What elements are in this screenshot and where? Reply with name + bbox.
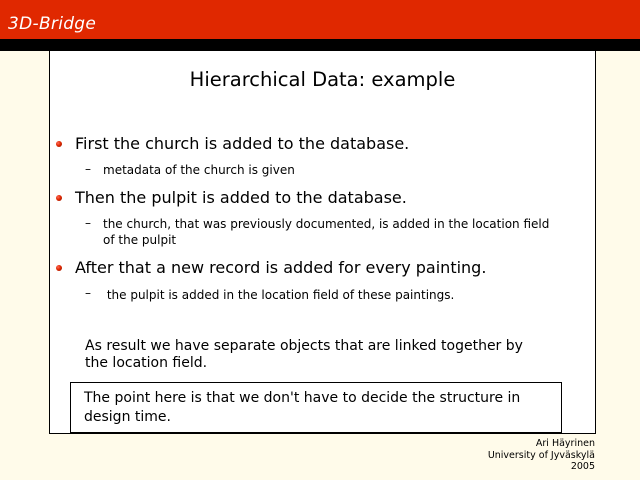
result-text-1: As result we have separate objects that are linked together by bbox=[85, 338, 523, 354]
header-stripe bbox=[0, 39, 640, 51]
sub-text-2b: of the pulpit bbox=[103, 233, 177, 247]
result-text-2: the location field. bbox=[85, 355, 208, 371]
dash-icon: – bbox=[85, 286, 91, 300]
bullet-icon bbox=[56, 265, 62, 271]
point-box bbox=[70, 382, 562, 433]
bullet-icon bbox=[56, 141, 62, 147]
bullet-text-2: Then the pulpit is added to the database. bbox=[75, 188, 407, 207]
sub-text-3: the pulpit is added in the location field of these paintings. bbox=[103, 288, 455, 302]
footer-author: Ari Häyrinen bbox=[535, 438, 595, 449]
point-text-2: design time. bbox=[84, 409, 171, 425]
bullet-text-3: After that a new record is added for every painting. bbox=[75, 258, 487, 277]
footer-year: 2005 bbox=[570, 461, 595, 472]
sub-text-1: metadata of the church is given bbox=[103, 163, 295, 177]
dash-icon: – bbox=[85, 216, 91, 230]
app-title: 3D-Bridge bbox=[8, 14, 97, 34]
footer-credits bbox=[488, 438, 595, 473]
bullet-icon bbox=[56, 195, 62, 201]
point-text-1: The point here is that we don't have to decide the structure in bbox=[84, 390, 521, 406]
slide-title: Hierarchical Data: example bbox=[189, 68, 456, 91]
footer-university: University of Jyväskylä bbox=[487, 449, 595, 461]
sub-text-2a: the church, that was previously documented, is added in the location field bbox=[103, 217, 550, 231]
dash-icon: – bbox=[85, 162, 91, 176]
point-text bbox=[84, 389, 554, 427]
bullet-text-1: First the church is added to the database. bbox=[75, 134, 410, 153]
slide-panel bbox=[49, 51, 596, 434]
